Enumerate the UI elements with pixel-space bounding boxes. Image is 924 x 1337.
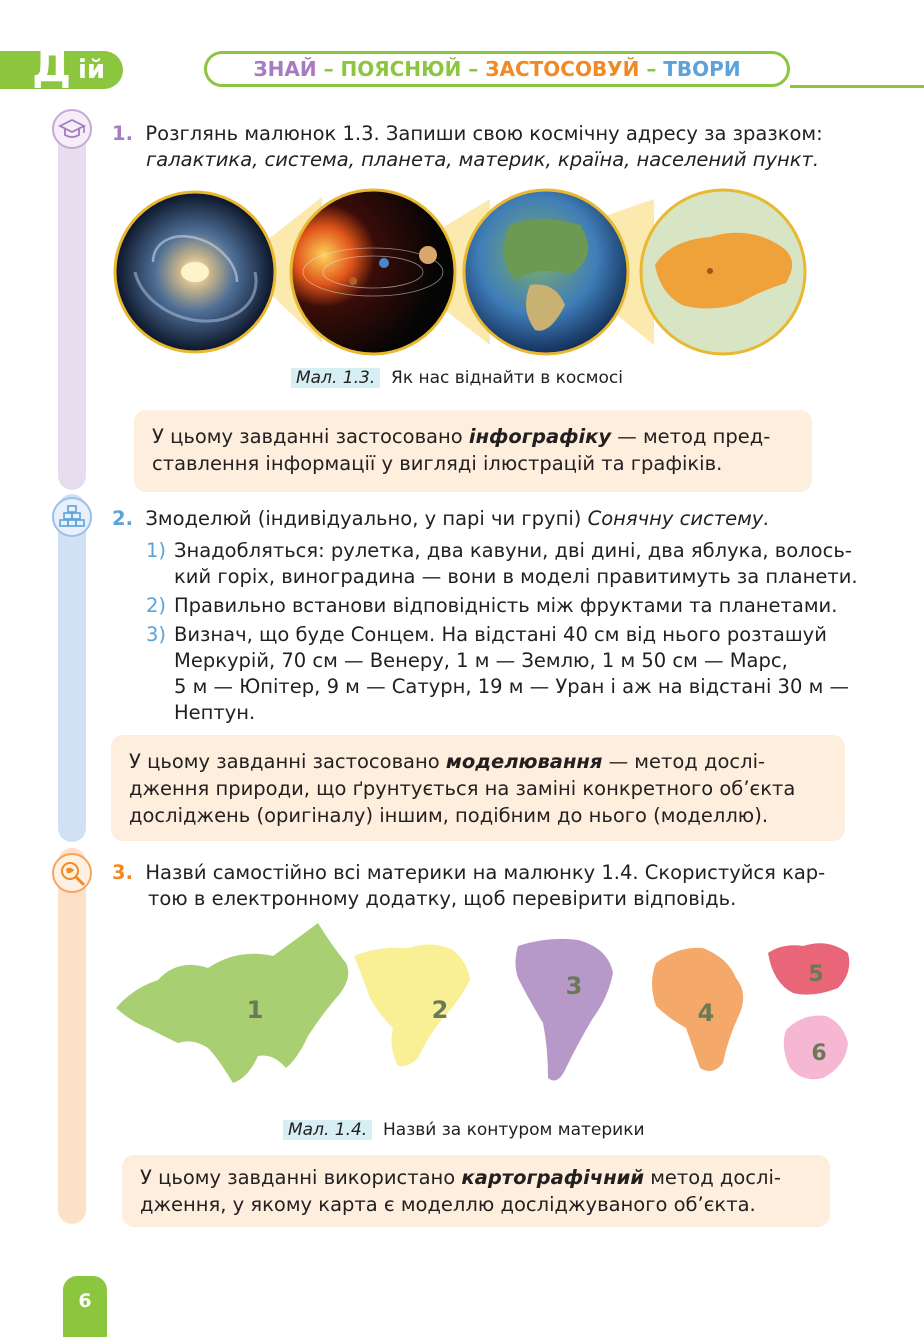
antarctica-outline [768, 943, 849, 994]
motto-explain: ПОЯСНЮЙ [340, 57, 462, 81]
cartographic-note [122, 1155, 830, 1227]
note-text: дження природи, що ґрунтується на заміні конкретного об’єкта [129, 777, 796, 800]
task3-number: 3. [112, 861, 133, 884]
space-address-infographic [110, 185, 810, 360]
motto-create: ТВОРИ [663, 57, 741, 81]
task1-line2: галактика, система, планета, материк, країна, населений пункт. [146, 148, 820, 171]
continents-figure [108, 918, 858, 1093]
task2-item2-number: 2) [146, 594, 167, 617]
continent-number: 2 [431, 996, 449, 1024]
task3-text: Назви́ самостійно всі материки на малюнку 1.4. Скористуйся кар- [145, 861, 826, 884]
motto-apply: ЗАСТОСОВУЙ [485, 57, 640, 81]
task1-number: 1. [112, 122, 133, 145]
task2-item3-line: Нептун. [174, 701, 256, 724]
figure-1-3-caption [291, 366, 623, 390]
task2-item3-line: Меркурій, 70 см — Венеру, 1 м — Землю, 1 м 50 см — Марс, [174, 649, 788, 672]
task2-text: Змоделюй (індивідуально, у парі чи групі) [145, 507, 588, 530]
ukraine-map-image [641, 190, 805, 354]
galaxy-image [115, 192, 275, 352]
note-text: дження, у якому карта є моделлю досліджуваного об’єкта. [140, 1193, 756, 1216]
task2-track [58, 494, 86, 842]
page-number: 6 [63, 1276, 107, 1337]
task2-item1-line: кий горіх, виноградина — вони в моделі правитимуть за планети. [174, 565, 858, 588]
header-motto [204, 51, 790, 87]
south-america-outline [516, 939, 614, 1081]
note-text: У цьому завданні використано [140, 1166, 462, 1189]
task2-line [112, 506, 770, 532]
north-america-outline [354, 944, 470, 1066]
figure-1-3-label: Мал. 1.3. [291, 368, 380, 388]
note-text: У цьому завданні застосовано [152, 425, 469, 448]
magnifier-globe-icon [52, 853, 92, 893]
solar-system-image [291, 190, 455, 354]
note-term: моделювання [445, 750, 603, 773]
motto-sep: – [468, 57, 479, 81]
australia-outline [784, 1016, 848, 1080]
motto-know: ЗНАЙ [253, 57, 317, 81]
africa-outline [652, 948, 743, 1071]
task1-track [58, 110, 86, 490]
note-term: картографічний [461, 1166, 644, 1189]
task2-item3-line: Визнач, що буде Сонцем. На відстані 40 см від нього розташуй [174, 623, 827, 646]
note-text: досліджень (оригіналу) іншим, подібним до нього (моделлю). [129, 804, 769, 827]
note-text: У цьому завданні застосовано [129, 750, 446, 773]
figure-1-4-label: Мал. 1.4. [283, 1120, 372, 1140]
blocks-icon [52, 497, 92, 537]
task2-item2-line: Правильно встанови відповідність між фруктами та планетами. [174, 594, 838, 617]
note-text: — метод пред- [611, 425, 771, 448]
header-rule [790, 85, 924, 88]
section-letter: Д [32, 41, 72, 92]
continent-number: 6 [811, 1041, 827, 1066]
task3-line2: тою в електронному додатку, щоб перевірити відповідь. [148, 887, 737, 910]
task3-track [58, 848, 86, 1224]
figure-1-4-text: Назви́ за контуром материки [383, 1120, 645, 1140]
figure-1-3-text: Як нас віднайти в космосі [391, 368, 623, 388]
modeling-note [111, 735, 845, 841]
task2-item1-line: Знадобляться: рулетка, два кавуни, дві дині, два яблука, волось- [174, 539, 852, 562]
continent-number: 5 [808, 962, 824, 987]
earth-image [464, 190, 628, 354]
graduation-cap-icon [52, 109, 92, 149]
task2-item3-number: 3) [146, 623, 167, 646]
section-rest: ій [78, 55, 106, 85]
continent-number: 4 [697, 999, 715, 1027]
note-text: ставлення інформації у вигляді ілюстрацій та графіків. [152, 452, 723, 475]
task3-line1 [112, 860, 825, 886]
eurasia-outline [116, 923, 348, 1083]
task2-text-italic: Сонячну систему. [587, 507, 770, 530]
task2-item3-line: 5 м — Юпітер, 9 м — Сатурн, 19 м — Уран і аж на відстані 30 м — [174, 675, 849, 698]
task1-line1 [112, 121, 823, 147]
continent-number: 1 [246, 996, 264, 1024]
infographics-note [134, 410, 812, 492]
continent-number: 3 [565, 972, 583, 1000]
figure-1-4-caption [283, 1118, 645, 1142]
motto-sep: – [646, 57, 657, 81]
motto-sep: – [323, 57, 334, 81]
task2-number: 2. [112, 507, 133, 530]
note-text: метод дослі- [644, 1166, 781, 1189]
note-text: — метод дослі- [602, 750, 766, 773]
task1-text: Розглянь малюнок 1.3. Запиши свою космічну адресу за зразком: [145, 122, 823, 145]
task2-item1-number: 1) [146, 539, 167, 562]
note-term: інфографіку [468, 425, 612, 448]
